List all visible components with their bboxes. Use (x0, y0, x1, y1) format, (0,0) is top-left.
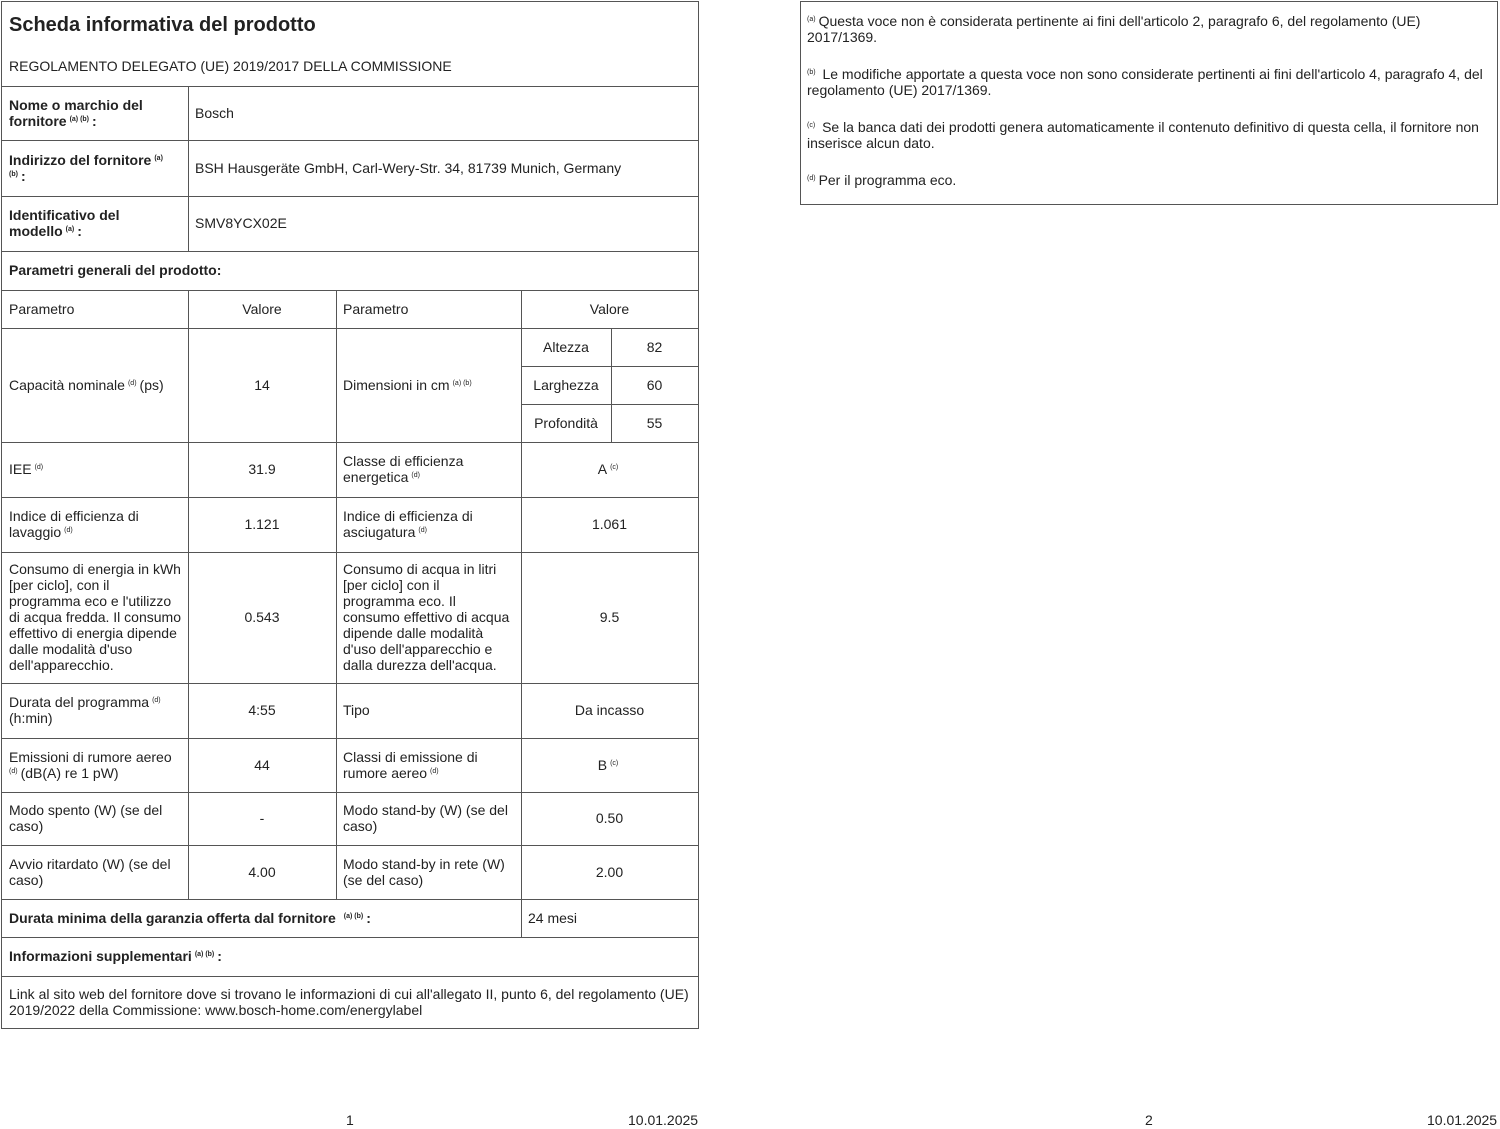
footnote-c: $^{(c)}$ Se la banca dati dei prodotti genera automaticamente il contenuto definitivo di questa cella, il fornitore non inserisce alcun dato. (807, 118, 1479, 151)
table-row (2, 793, 698, 846)
table-row (2, 329, 698, 443)
standby-value: 0.50 (595, 810, 624, 827)
supplier-link-text: Link al sito web del fornitore dove si trovano le informazioni di cui all'allegato II, punto 6, del regolamento (UE) 2019/2022 della Commissione: www.bosch-home.com/energylabel (9, 985, 689, 1018)
capacity-value: 14 (254, 376, 270, 393)
energy-class-label: Classe di efficienza energetica $^{(d)}$ (343, 453, 464, 485)
delay-start-value: 4.00 (248, 863, 276, 880)
footnote-a: $^{(a)}$ Questa voce non è considerata pertinente ai fini dell'articolo 2, paragrafo 6, del regolamento (UE) 2017/1369. (807, 13, 1421, 45)
table-row (2, 498, 698, 553)
table-row (2, 846, 698, 900)
model-value: SMV8YCX02E (195, 215, 287, 232)
noise-class-value: B $^{(c)}$ (597, 756, 619, 773)
supplier-name-label: Nome o marchio del fornitore $^{(a) (b)}$ : (9, 96, 143, 129)
footnote-d: $^{(d)}$ Per il programma eco. (807, 171, 957, 188)
dry-index-label: Indice di efficienza di asciugatura $^{(d)}$ (343, 508, 473, 540)
energy-consumption-label: Consumo di energia in kWh [per ciclo], con il programma eco e l'utilizzo di acqua fredda. Il consumo effettivo di energia dipende dalle modalità d'uso dell'apparecchio. (9, 561, 181, 673)
page-date-2: 10.01.2025 (1427, 1112, 1498, 1128)
general-params-row (2, 252, 698, 291)
table-row (2, 684, 698, 739)
supplier-link-row (2, 977, 698, 1028)
iee-value: 31.9 (248, 461, 276, 478)
depth-value: 55 (646, 415, 663, 432)
supplier-address-value: BSH Hausgeräte GmbH, Carl-Wery-Str. 34, 81739 Munich, Germany (195, 159, 622, 176)
height-label: Altezza (543, 338, 589, 355)
supplier-name-value: Bosch (195, 104, 234, 121)
energy-consumption-value: 0.543 (244, 609, 280, 626)
energy-class-value: A $^{(c)}$ (597, 461, 619, 478)
table-header-row (2, 291, 698, 329)
footnote-b: $^{(b)}$ Le modifiche apportate a questa voce non sono considerate pertinenti ai fini dell'articolo 4, paragrafo 4, del regolamento (UE) 2017/1369. (807, 65, 1483, 98)
depth-label: Profondità (534, 415, 598, 432)
warranty-value: 24 mesi (528, 909, 578, 926)
supplier-address-label: Indirizzo del fornitore $^{(a) (b)}$ : (9, 151, 163, 184)
table-row (2, 553, 698, 684)
duration-label: Durata del programma $^{(d)}$ (h:min) (9, 694, 161, 726)
water-consumption-value: 9.5 (599, 609, 620, 626)
regulation-subtitle: REGOLAMENTO DELEGATO (UE) 2019/2017 DELLA COMMISSIONE (9, 58, 452, 74)
network-standby-label: Modo stand-by in rete (W) (se del caso) (343, 855, 505, 888)
standby-label: Modo stand-by (W) (se del caso) (343, 802, 508, 834)
wash-index-value: 1.121 (244, 516, 280, 533)
col-value-header: Valore (242, 300, 282, 317)
water-consumption-label: Consumo di acqua in litri [per ciclo] con il programma eco. Il consumo effettivo di acqua dipende dalle modalità d'uso dell'apparecchio e dalla durezza dell'acqua. (343, 561, 510, 673)
noise-label: Emissioni di rumore aereo $^{(d)}$ (dB(A) re 1 pW) (9, 748, 172, 781)
capacity-label: Capacità nominale $^{(d)}$ (ps) (9, 376, 164, 393)
noise-class-label: Classi di emissione di rumore aereo $^{(d)}$ (343, 748, 478, 781)
off-mode-value: - (259, 810, 265, 827)
table-row (2, 443, 698, 498)
wash-index-label: Indice di efficienza di lavaggio $^{(d)}$ (9, 508, 139, 540)
dimension-depth-row (521, 405, 698, 443)
warranty-label: Durata minima della garanzia offerta dal fornitore $^{(a) (b)}$ : (9, 909, 371, 926)
iee-label: IEE $^{(d)}$ (9, 461, 44, 478)
width-label: Larghezza (533, 376, 599, 393)
additional-info-row (2, 938, 698, 977)
dimension-height-row (521, 329, 698, 367)
page-date-1: 10.01.2025 (628, 1112, 699, 1128)
model-row (2, 197, 698, 252)
footnotes-box (800, 1, 1498, 205)
general-params-label: Parametri generali del prodotto: (9, 262, 222, 279)
duration-value: 4:55 (248, 702, 276, 719)
supplier-address-row (2, 141, 698, 197)
type-label: Tipo (343, 702, 370, 719)
additional-info-label: Informazioni supplementari $^{(a) (b)}$ : (9, 948, 222, 965)
col-param-header: Parametro (9, 300, 75, 317)
dimensions-label: Dimensioni in cm $^{(a) (b)}$ (343, 376, 472, 393)
off-mode-label: Modo spento (W) (se del caso) (9, 802, 163, 834)
model-label: Identificativo del modello $^{(a)}$ : (9, 207, 120, 239)
supplier-name-row (2, 87, 698, 141)
product-information-sheet (1, 1, 699, 1029)
warranty-row (2, 900, 698, 938)
table-row (2, 739, 698, 793)
noise-value: 44 (254, 756, 270, 773)
page-number-1: 1 (346, 1112, 354, 1128)
col-param-header-2: Parametro (343, 300, 409, 317)
delay-start-label: Avvio ritardato (W) (se del caso) (9, 855, 171, 888)
height-value: 82 (646, 338, 663, 355)
dimension-width-row (521, 367, 698, 405)
page-number-2: 2 (1145, 1112, 1153, 1128)
width-value: 60 (646, 376, 663, 393)
dry-index-value: 1.061 (591, 516, 628, 533)
page-title: Scheda informativa del prodotto (9, 14, 316, 36)
col-value-header-2: Valore (589, 300, 630, 317)
type-value: Da incasso (574, 702, 645, 719)
network-standby-value: 2.00 (595, 863, 624, 880)
sheet-header (2, 2, 698, 87)
